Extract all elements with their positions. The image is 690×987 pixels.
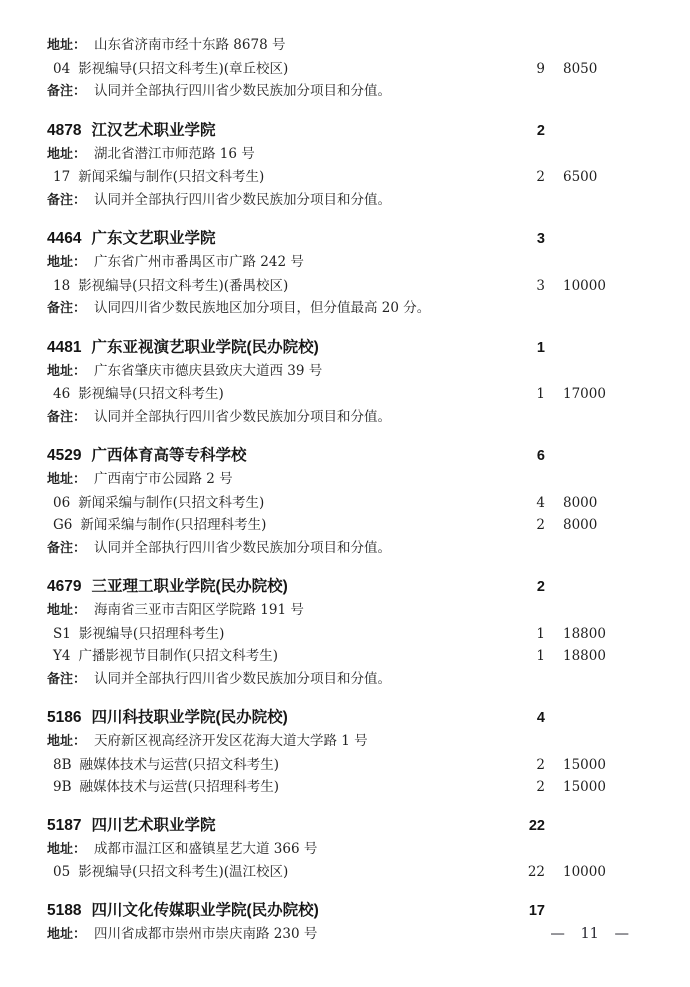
school-header: [47, 336, 625, 360]
school-header: [47, 575, 625, 599]
address-label: 地址：: [47, 146, 87, 162]
note-text: 认同四川省少数民族地区加分项目，但分值最高 20 分。: [94, 300, 431, 316]
major-title: [47, 166, 499, 189]
school-title: [47, 899, 499, 923]
address-text: 天府新区视高经济开发区花海大道大学路 1 号: [94, 733, 368, 749]
address-row: [47, 838, 642, 862]
major-name: 广播影视节目制作(只招文科考生): [78, 648, 279, 664]
address-row: [47, 599, 642, 623]
school-total-plan: 4: [536, 710, 545, 726]
school-code: 4878: [47, 121, 82, 139]
note-row: [47, 80, 642, 104]
major-tuition-fee: 18800: [563, 648, 606, 664]
major-tuition-fee: 8000: [563, 517, 598, 533]
school-title: [47, 336, 499, 360]
school-entry: [47, 706, 642, 799]
address-row: [47, 730, 642, 754]
major-row: [47, 645, 625, 668]
address-row: [47, 143, 642, 167]
major-code: Y4: [53, 648, 71, 664]
school-title: [47, 444, 499, 468]
school-code: 4464: [47, 230, 82, 247]
note-text: 认同并全部执行四川省少数民族加分项目和分值。: [94, 539, 392, 556]
major-plan-count: 2: [536, 517, 545, 533]
major-code: 05: [53, 864, 71, 880]
address-row: [47, 468, 642, 492]
school-title: [47, 706, 499, 730]
major-code: 18: [53, 277, 71, 294]
school-name: 三亚理工职业学院(民办院校): [91, 578, 288, 595]
continued-school-entry: [47, 34, 642, 104]
school-header: [47, 444, 625, 468]
footer-dash-right: —: [614, 926, 629, 942]
note-row: [47, 668, 642, 692]
major-row: [47, 776, 625, 799]
school-name: 江汉艺术职业学院: [91, 121, 216, 139]
page-number: 11: [580, 926, 599, 942]
fee-spacer: [545, 706, 625, 730]
major-name: 影视编导(只招文科考生)(章丘校区): [78, 60, 289, 77]
school-code: 4529: [47, 447, 82, 464]
major-tuition-fee: 10000: [563, 864, 606, 880]
major-plan-count: 2: [536, 779, 545, 795]
major-code: 04: [53, 60, 71, 77]
major-plan-count: 4: [536, 494, 545, 511]
major-plan-count: 9: [536, 60, 545, 77]
note-row: [47, 406, 642, 430]
school-entries: [47, 119, 642, 947]
school-entry: [47, 336, 642, 430]
school-code: 4481: [47, 338, 82, 356]
fee-spacer: [545, 814, 625, 838]
major-code: S1: [53, 625, 71, 642]
fee-spacer: [545, 336, 625, 360]
major-tuition-fee: 8050: [563, 60, 598, 77]
major-title: [47, 861, 499, 884]
school-entry: [47, 119, 642, 213]
address-row: [47, 360, 642, 384]
major-plan-count: 22: [527, 864, 545, 880]
school-entry: [47, 814, 642, 884]
address-label: 地址：: [47, 841, 87, 857]
major-name: 影视编导(只招文科考生): [78, 386, 224, 402]
note-text: 认同并全部执行四川省少数民族加分项目和分值。: [94, 408, 392, 425]
school-code: 5187: [47, 816, 82, 834]
school-title: [47, 227, 499, 251]
major-title: [47, 623, 499, 646]
note-text: 认同并全部执行四川省少数民族加分项目和分值。: [94, 191, 392, 208]
note-label: 备注：: [47, 409, 87, 425]
address-row: [47, 34, 642, 58]
page-footer: [539, 926, 640, 942]
major-row: [47, 492, 625, 515]
major-title: [47, 492, 499, 515]
school-title: [47, 119, 499, 143]
note-text: 认同并全部执行四川省少数民族加分项目和分值。: [94, 670, 392, 687]
note-label: 备注：: [47, 671, 87, 687]
address-text: 山东省济南市经十东路 8678 号: [94, 37, 286, 53]
school-name: 四川科技职业学院(民办院校): [91, 709, 288, 726]
major-code: 8B: [53, 756, 72, 773]
note-row: [47, 537, 642, 561]
school-header: [47, 706, 625, 730]
school-header: [47, 227, 625, 251]
major-code: 46: [53, 386, 71, 402]
major-name: 融媒体技术与运营(只招文科考生): [79, 756, 280, 773]
note-row: [47, 297, 642, 321]
school-header: [47, 814, 625, 838]
major-plan-count: 2: [536, 169, 545, 185]
major-row: [47, 383, 625, 406]
major-row: [47, 754, 625, 777]
address-label: 地址：: [47, 472, 87, 487]
major-row: [47, 623, 625, 646]
school-total-plan: 22: [528, 817, 545, 834]
school-title: [47, 814, 499, 838]
note-label: 备注：: [47, 192, 87, 208]
school-code: 5186: [47, 709, 82, 726]
major-tuition-fee: 18800: [563, 625, 606, 642]
school-total-plan: 2: [536, 579, 545, 595]
school-name: 广西体育高等专科学校: [91, 447, 247, 464]
address-row: [47, 251, 642, 275]
address-text: 广西南宁市公园路 2 号: [94, 471, 233, 487]
address-label: 地址：: [47, 603, 87, 618]
school-total-plan: 2: [536, 122, 545, 139]
address-label: 地址：: [47, 926, 87, 942]
major-name: 影视编导(只招理科考生): [78, 625, 225, 642]
major-row: [47, 166, 625, 189]
major-title: [47, 383, 499, 406]
school-total-plan: 3: [536, 231, 545, 247]
major-name: 融媒体技术与运营(只招理科考生): [79, 779, 280, 795]
address-text: 海南省三亚市吉阳区学院路 191 号: [94, 602, 304, 618]
major-tuition-fee: 15000: [563, 779, 606, 795]
school-name: 四川艺术职业学院: [91, 816, 216, 834]
major-row: [47, 275, 625, 298]
address-text: 广东省广州市番禺区市广路 242 号: [94, 254, 304, 270]
school-name: 广东亚视演艺职业学院(民办院校): [91, 338, 319, 356]
address-label: 地址：: [47, 363, 87, 379]
address-text: 湖北省潜江市师范路 16 号: [94, 145, 255, 162]
address-label: 地址：: [47, 734, 87, 749]
address-label: 地址：: [47, 255, 87, 270]
note-text: 认同并全部执行四川省少数民族加分项目和分值。: [94, 83, 392, 99]
fee-spacer: [545, 899, 625, 923]
address-label: 地址：: [47, 38, 87, 53]
school-entry: [47, 575, 642, 691]
fee-spacer: [545, 119, 625, 143]
major-name: 新闻采编与制作(只招理科考生): [80, 517, 267, 533]
major-plan-count: 1: [536, 648, 545, 664]
major-row: [47, 58, 625, 81]
note-label: 备注：: [47, 540, 87, 556]
major-code: 17: [53, 169, 71, 185]
note-label: 备注：: [47, 301, 87, 316]
major-tuition-fee: 6500: [563, 169, 598, 185]
major-name: 新闻采编与制作(只招文科考生): [78, 169, 265, 185]
major-code: 06: [53, 494, 71, 511]
major-title: [47, 754, 499, 777]
fee-spacer: [545, 227, 625, 251]
fee-spacer: [545, 575, 625, 599]
school-total-plan: 1: [536, 339, 545, 356]
school-code: 4679: [47, 578, 82, 595]
major-code: G6: [53, 517, 73, 533]
major-title: [47, 645, 499, 668]
address-text: 四川省成都市崇州市崇庆南路 230 号: [94, 925, 318, 942]
school-total-plan: 6: [536, 448, 545, 464]
major-title: [47, 514, 499, 537]
school-title: [47, 575, 499, 599]
major-title: [47, 776, 499, 799]
major-name: 影视编导(只招文科考生)(番禺校区): [78, 277, 289, 294]
major-plan-count: 1: [536, 386, 545, 402]
major-title: [47, 58, 499, 81]
major-row: [47, 514, 625, 537]
school-entry: [47, 444, 642, 560]
major-plan-count: 2: [536, 756, 545, 773]
major-tuition-fee: 17000: [563, 386, 606, 402]
address-text: 成都市温江区和盛镇星艺大道 366 号: [94, 840, 318, 857]
major-code: 9B: [53, 779, 72, 795]
major-title: [47, 275, 499, 298]
school-header: [47, 899, 625, 923]
address-text: 广东省肇庆市德庆县致庆大道西 39 号: [94, 362, 323, 379]
footer-dash-left: —: [550, 926, 565, 942]
fee-spacer: [545, 444, 625, 468]
major-name: 影视编导(只招文科考生)(温江校区): [78, 864, 289, 880]
school-name: 广东文艺职业学院: [91, 230, 216, 247]
major-tuition-fee: 10000: [563, 277, 606, 294]
school-code: 5188: [47, 901, 82, 919]
major-row: [47, 861, 625, 884]
major-tuition-fee: 15000: [563, 756, 606, 773]
major-tuition-fee: 8000: [563, 494, 598, 511]
major-plan-count: 1: [536, 625, 545, 642]
school-header: [47, 119, 625, 143]
note-row: [47, 189, 642, 213]
major-plan-count: 3: [536, 277, 545, 294]
school-total-plan: 17: [528, 902, 545, 919]
school-entry: [47, 227, 642, 321]
school-name: 四川文化传媒职业学院(民办院校): [91, 901, 319, 919]
note-label: 备注：: [47, 84, 87, 99]
major-name: 新闻采编与制作(只招文科考生): [78, 494, 265, 511]
